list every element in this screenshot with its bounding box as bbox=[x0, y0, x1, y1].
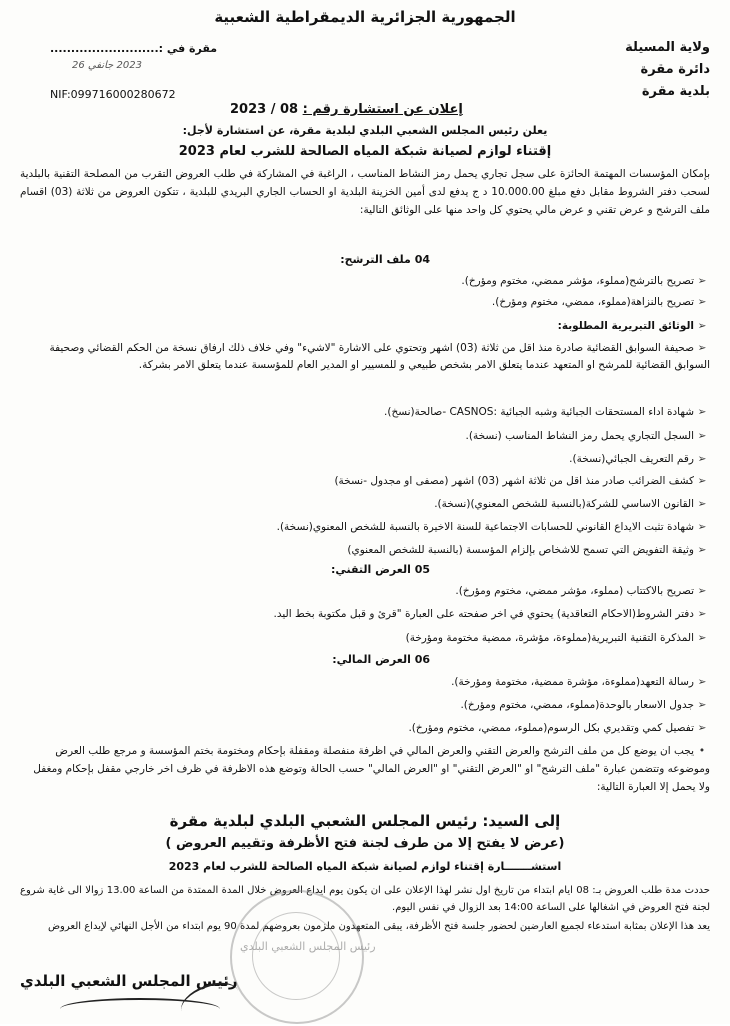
instructions-paragraph: •يجب ان يوضع كل من ملف الترشح والعرض التقني والعرض المالي في اظرفة منفصلة ومقفلة بإحكام ومختومة بختم المؤسسة و مرجع طلب العرض وموضوعه وتتضمن عبارة "ملف الترشح" او "العرض التقني" او "العرض المالي" حسب الحالة وتوضع هذه الاظرفة في ظرف اخر خارجي مقفل بإحكام ومغفل ولا يحمل إلا العبارة التالية: bbox=[20, 742, 710, 796]
list-item: ➢رسالة التعهد(مملوءة، مؤشرة ممضية، مختومة ومؤرخة). bbox=[20, 674, 710, 691]
technical-heading: 05 العرض التقني: bbox=[330, 563, 430, 576]
check-icon: ➢ bbox=[697, 430, 707, 442]
check-icon: ➢ bbox=[697, 632, 707, 644]
addressee-line2: (عرض لا يفتح إلا من طرف لجنة فتح الأظرفة وتقييم العروض ) bbox=[165, 836, 565, 851]
daira-label: دائرة مقرة bbox=[640, 62, 710, 77]
check-icon: ➢ bbox=[697, 608, 707, 620]
check-icon: ➢ bbox=[697, 498, 707, 510]
list-item: ➢جدول الاسعار بالوحدة(مملوء، ممضي، مختوم ومؤرخ). bbox=[20, 697, 710, 714]
list-item: ➢كشف الضرائب صادر منذ اقل من ثلاثة اشهر (03) اشهر (مصفى او مجدول -نسخة) bbox=[20, 473, 710, 490]
signature-title: رئيس المجلس الشعبي البلدي bbox=[20, 972, 238, 990]
bullet-icon: • bbox=[698, 745, 706, 757]
list-item: ➢شهادة اداء المستحقات الجبائية وشبه الجبائية :CASNOS -صالحة(نسخ). bbox=[20, 404, 710, 421]
place-date: مقرة في :.......................... bbox=[50, 42, 218, 55]
list-item: ➢تصريح بالاكتتاب (مملوء، مؤشر ممضي، مختوم ومؤرخ). bbox=[20, 583, 710, 600]
list-item: ➢تفصيل كمي وتقديري بكل الرسوم(مملوء، ممضي، مختوم ومؤرخ). bbox=[20, 720, 710, 737]
commune-label: بلدية مقرة bbox=[641, 84, 710, 99]
check-icon: ➢ bbox=[697, 521, 707, 533]
check-icon: ➢ bbox=[697, 699, 707, 711]
list-item: ➢رقم التعريف الجبائي(نسخة). bbox=[20, 451, 710, 468]
check-icon: ➢ bbox=[697, 722, 707, 734]
announcement-number: 08 / 2023 bbox=[230, 102, 299, 117]
notice-paragraph: يعد هذا الإعلان بمثابة استدعاء لجميع العارضين لحضور جلسة فتح الأظرفة، يبقى المتعهدون ملزمون بعروضهم لمدة 90 يوم ابتداء من الأجل النهائي لإيداع العروض bbox=[47, 921, 710, 932]
intro-paragraph: بإمكان المؤسسات المهتمة الحائزة على سجل تجاري يحمل رمز النشاط المناسب ، الراغبة في المشاركة في طلب العروض التقرب من المصلحة التقنية بالبلدية لسحب دفتر الشروط مقابل دفع مبلغ 10.000.00 د ج يدفع لدى أمين الخزينة البلدية او الحساب الجاري البريدي للبلدية ، تتكون العروض من ثلاثة (03) اقسام ملف الترشح و عرض تقني و عرض مالي يحتوي كل واحد منها على الوثائق التالية: bbox=[20, 168, 710, 216]
check-icon: ➢ bbox=[697, 406, 707, 418]
candidature-heading: 04 ملف الترشح: bbox=[340, 253, 430, 266]
check-icon: ➢ bbox=[697, 453, 707, 465]
check-icon: ➢ bbox=[697, 342, 707, 354]
check-icon: ➢ bbox=[697, 676, 707, 688]
check-icon: ➢ bbox=[697, 544, 707, 556]
list-item: ➢شهادة تثبت الايداع القانوني للحسابات الاجتماعية للسنة الاخيرة بالنسبة للشخص المعنوي(نسخة). bbox=[20, 519, 710, 536]
nif-number: NIF:099716000280672 bbox=[50, 88, 176, 101]
stamp-text: رئيس المجلس الشعبي البلدي bbox=[240, 940, 376, 953]
addressee-line1: إلى السيد: رئيس المجلس الشعبي البلدي لبلدية مقرة bbox=[169, 812, 561, 830]
check-icon: ➢ bbox=[697, 296, 707, 308]
announcement-title bbox=[230, 102, 463, 117]
footer-object: استشـــــــارة إقتناء لوازم لصيانة شبكة المياه الصالحة للشرب لعام 2023 bbox=[168, 860, 562, 873]
list-item: ➢تصريح بالترشح(مملوء، مؤشر ممضي، مختوم ومؤرخ). bbox=[20, 273, 710, 290]
list-item: ➢وثيقة التفويض التي تسمح للاشخاص بإلزام المؤسسة (بالنسبة للشخص المعنوي) bbox=[20, 542, 710, 559]
date-stamp: 2023 جانفي 26 bbox=[72, 60, 142, 71]
deadline-paragraph: حددت مدة طلب العروض بـ: 08 ايام ابتداء من تاريخ اول نشر لهذا الإعلان على ان يكون يوم ايداع العروض خلال المدة الممتدة من الساعة 13.00 زوالا الى غاية شروع لجنة فتح العروض في اشغالها على الساعة 14:00 بعد الزوال في نفس اليوم. bbox=[20, 885, 710, 913]
republic-title: الجمهورية الجزائرية الديمقراطية الشعبية bbox=[214, 8, 516, 26]
financial-heading: 06 العرض المالي: bbox=[332, 653, 430, 666]
announcement-title-text: إعلان عن استشارة رقم : bbox=[302, 102, 463, 117]
wilaya-label: ولاية المسيلة bbox=[625, 40, 710, 55]
check-icon: ➢ bbox=[697, 275, 707, 287]
list-item: ➢الوثائق التبريرية المطلوبة: bbox=[20, 318, 710, 335]
list-item: ➢القانون الاساسي للشركة(بالنسبة للشخص المعنوي)(نسخة). bbox=[20, 496, 710, 513]
check-icon: ➢ bbox=[697, 585, 707, 597]
check-icon: ➢ bbox=[697, 320, 707, 332]
list-item: ➢صحيفة السوابق القضائية صادرة منذ اقل من ثلاثة (03) اشهر وتحتوي على الاشارة "لاشيء" وفي خلاف ذلك ارفاق نسخة من الحكم القضائي وصحيفة السوابق القضائية للمرشح او المتعهد عندما يتعلق الامر بشخص طبيعي و للمسيير او المدير العام للمؤسسة عندما يتعلق الامر بشركة. bbox=[49, 342, 710, 371]
list-item: ➢تصريح بالنزاهة(مملوء، ممضي، مختوم ومؤرخ). bbox=[20, 294, 710, 311]
list-item: ➢دفتر الشروط(الاحكام التعاقدية) يحتوي في اخر صفحته على العبارة "قرئ و قبل مكتوبة بخط اليد. bbox=[20, 606, 710, 623]
official-stamp-inner bbox=[252, 912, 340, 1000]
announcement-object: إقتناء لوازم لصيانة شبكة المياه الصالحة للشرب لعام 2023 bbox=[178, 144, 552, 159]
announcement-subtitle: يعلن رئيس المجلس الشعبي البلدي لبلدية مقرة، عن استشارة لأجل: bbox=[182, 124, 548, 137]
list-item: ➢السجل التجاري يحمل رمز النشاط المناسب (نسخة). bbox=[20, 428, 710, 445]
check-icon: ➢ bbox=[697, 475, 707, 487]
list-item: ➢المذكرة التقنية التبريرية(مملوءة، مؤشرة، ممضية مختومة ومؤرخة) bbox=[20, 630, 710, 647]
